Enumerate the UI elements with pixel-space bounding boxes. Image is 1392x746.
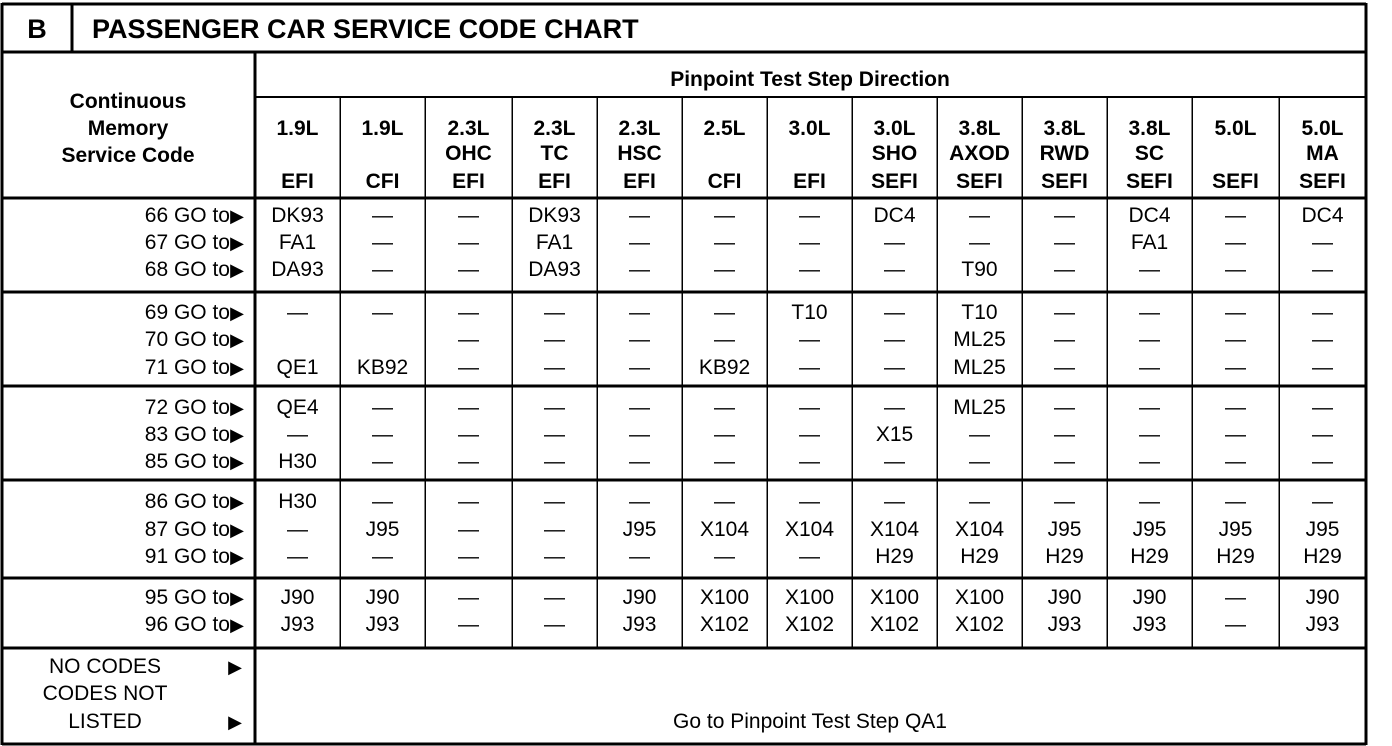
table-cell: — — [287, 545, 308, 568]
table-cell: — — [544, 423, 565, 446]
column-header-1-line-3: EFI — [281, 170, 314, 193]
table-cell: — — [714, 450, 735, 473]
column-header-9-line-2: AXOD — [949, 142, 1010, 165]
column-header-2-line-1: 1.9L — [361, 117, 404, 140]
table-cell: — — [884, 490, 905, 513]
service-code-label: 67 GO to — [144, 231, 230, 254]
table-cell: X100 — [699, 586, 750, 609]
table-cell: J93 — [1132, 613, 1167, 636]
table-cell: H29 — [960, 545, 999, 568]
footer-text: Go to Pinpoint Test Step QA1 — [673, 710, 947, 733]
table-cell: J93 — [1047, 613, 1082, 636]
arrow-icon: ▶ — [230, 547, 244, 567]
table-cell: — — [884, 396, 905, 419]
table-cell: — — [1312, 231, 1333, 254]
column-header-8-line-1: 3.0L — [873, 117, 916, 140]
table-cell: — — [1054, 231, 1075, 254]
table-cell: X104 — [699, 518, 750, 541]
column-header-5-line-3: EFI — [623, 170, 656, 193]
service-code-label: 91 GO to — [144, 545, 230, 568]
table-cell: — — [544, 328, 565, 351]
table-cell: — — [884, 231, 905, 254]
column-header-6-line-1: 2.5L — [703, 117, 746, 140]
table-cell: X104 — [869, 518, 920, 541]
table-cell: — — [1312, 396, 1333, 419]
table-cell: — — [458, 490, 479, 513]
table-body — [145, 204, 1344, 636]
column-header-2-line-3: CFI — [365, 170, 400, 193]
column-header-13-line-1: 5.0L — [1301, 117, 1344, 140]
table-cell: — — [372, 396, 393, 419]
table-cell: — — [544, 545, 565, 568]
table-cell: — — [1054, 490, 1075, 513]
table-cell: — — [969, 490, 990, 513]
table-cell: J95 — [1132, 518, 1167, 541]
table-cell: — — [458, 231, 479, 254]
row-header-line-3: Service Code — [61, 144, 195, 167]
listed-label: LISTED — [68, 710, 142, 733]
arrow-icon: ▶ — [230, 492, 244, 512]
table-cell: — — [287, 301, 308, 324]
table-cell: H29 — [1045, 545, 1084, 568]
table-cell: — — [799, 356, 820, 379]
column-header-7-line-3: EFI — [793, 170, 826, 193]
table-cell: — — [458, 423, 479, 446]
table-cell: — — [1225, 204, 1246, 227]
table-cell: — — [1054, 258, 1075, 281]
table-cell: — — [629, 328, 650, 351]
codes-not-label: CODES NOT — [42, 682, 168, 705]
arrow-icon: ▶ — [230, 206, 244, 226]
table-cell: — — [458, 545, 479, 568]
table-cell: — — [1312, 258, 1333, 281]
row-header-line-2: Memory — [87, 117, 169, 140]
table-cell: DA93 — [528, 258, 581, 281]
table-cell: QE1 — [276, 356, 319, 379]
table-cell: — — [714, 545, 735, 568]
table-cell: J95 — [365, 518, 400, 541]
service-code-label: 66 GO to — [144, 204, 230, 227]
table-cell: — — [458, 396, 479, 419]
column-header-8-line-3: SEFI — [871, 170, 918, 193]
column-header-11-line-3: SEFI — [1126, 170, 1173, 193]
table-cell: J93 — [280, 613, 315, 636]
table-cell: — — [629, 490, 650, 513]
table-cell: J93 — [365, 613, 400, 636]
table-cell: X100 — [954, 586, 1005, 609]
table-cell: FA1 — [1130, 231, 1169, 254]
table-cell: X100 — [869, 586, 920, 609]
table-cell: — — [969, 423, 990, 446]
column-header-11-line-1: 3.8L — [1128, 117, 1171, 140]
column-header-13-line-2: MA — [1306, 142, 1339, 165]
table-cell: — — [1225, 396, 1246, 419]
table-cell: — — [714, 328, 735, 351]
table-cell: — — [544, 301, 565, 324]
table-cell: — — [799, 450, 820, 473]
column-header-11-line-2: SC — [1134, 142, 1165, 165]
table-cell: T10 — [791, 301, 828, 324]
table-cell: — — [714, 231, 735, 254]
table-cell: — — [1312, 423, 1333, 446]
no-codes-label: NO CODES — [48, 655, 162, 678]
table-cell: — — [799, 490, 820, 513]
table-cell: J90 — [622, 586, 657, 609]
service-code-label: 96 GO to — [144, 613, 230, 636]
listed-arrow-icon: ▶ — [228, 712, 242, 732]
table-cell: — — [799, 423, 820, 446]
table-cell: — — [1054, 328, 1075, 351]
arrow-icon: ▶ — [230, 588, 244, 608]
table-cell: — — [629, 545, 650, 568]
table-cell: — — [629, 231, 650, 254]
table-cell: H29 — [1130, 545, 1169, 568]
column-header-13-line-3: SEFI — [1299, 170, 1346, 193]
table-cell: — — [1054, 396, 1075, 419]
table-cell: — — [1054, 450, 1075, 473]
column-header-10-line-2: RWD — [1039, 142, 1090, 165]
chart-title: PASSENGER CAR SERVICE CODE CHART — [92, 14, 639, 44]
table-cell: — — [884, 328, 905, 351]
table-cell: ML25 — [953, 356, 1006, 379]
column-headers — [276, 117, 1345, 193]
table-cell: J95 — [1305, 518, 1340, 541]
service-code-label: 68 GO to — [144, 258, 230, 281]
table-cell: J90 — [1305, 586, 1340, 609]
table-cell: — — [372, 231, 393, 254]
table-cell: J95 — [1218, 518, 1253, 541]
table-cell: T10 — [961, 301, 998, 324]
service-code-label: 87 GO to — [144, 518, 230, 541]
table-cell: — — [1054, 423, 1075, 446]
table-cell: J95 — [1047, 518, 1082, 541]
service-code-label: 83 GO to — [144, 423, 230, 446]
table-cell: J90 — [280, 586, 315, 609]
column-header-7-line-1: 3.0L — [788, 117, 831, 140]
table-cell: — — [372, 423, 393, 446]
no-codes-arrow-icon: ▶ — [228, 657, 242, 677]
table-cell: — — [458, 450, 479, 473]
arrow-icon: ▶ — [230, 233, 244, 253]
table-cell: — — [1312, 356, 1333, 379]
table-cell: DK93 — [528, 204, 581, 227]
table-cell: — — [799, 231, 820, 254]
table-cell: — — [1139, 450, 1160, 473]
table-cell: — — [629, 301, 650, 324]
table-cell: — — [544, 518, 565, 541]
table-cell: — — [1225, 328, 1246, 351]
table-cell: DC4 — [1301, 204, 1344, 227]
table-cell: — — [1139, 356, 1160, 379]
table-cell: — — [714, 490, 735, 513]
table-cell: — — [799, 545, 820, 568]
table-cell: DC4 — [873, 204, 916, 227]
table-cell: KB92 — [356, 356, 409, 379]
table-cell: J90 — [1047, 586, 1082, 609]
column-header-1-line-1: 1.9L — [276, 117, 319, 140]
column-header-6-line-3: CFI — [707, 170, 742, 193]
table-cell: — — [714, 204, 735, 227]
table-cell: J95 — [622, 518, 657, 541]
table-cell: QE4 — [276, 396, 319, 419]
table-cell: — — [372, 204, 393, 227]
table-cell: — — [544, 586, 565, 609]
column-header-10-line-3: SEFI — [1041, 170, 1088, 193]
table-cell: — — [799, 328, 820, 351]
table-cell: — — [799, 396, 820, 419]
table-cell: — — [372, 450, 393, 473]
table-cell: — — [458, 518, 479, 541]
table-cell: FA1 — [278, 231, 317, 254]
table-cell: — — [884, 258, 905, 281]
arrow-icon: ▶ — [230, 398, 244, 418]
table-cell: — — [969, 204, 990, 227]
table-cell: — — [1312, 490, 1333, 513]
table-cell: X100 — [784, 586, 835, 609]
table-cell: — — [714, 258, 735, 281]
table-cell: H29 — [1216, 545, 1255, 568]
table-cell: — — [884, 450, 905, 473]
table-cell: — — [372, 545, 393, 568]
arrow-icon: ▶ — [230, 615, 244, 635]
table-cell: — — [1312, 301, 1333, 324]
arrow-icon: ▶ — [230, 303, 244, 323]
table-cell: — — [458, 613, 479, 636]
table-cell: — — [544, 613, 565, 636]
arrow-icon: ▶ — [230, 452, 244, 472]
table-cell: — — [458, 258, 479, 281]
table-cell: X15 — [875, 423, 914, 446]
table-cell: — — [1225, 258, 1246, 281]
table-cell: H29 — [875, 545, 914, 568]
table-cell: — — [629, 423, 650, 446]
column-header-4-line-3: EFI — [538, 170, 571, 193]
column-header-10-line-1: 3.8L — [1043, 117, 1086, 140]
table-cell: — — [1054, 356, 1075, 379]
table-cell: — — [544, 490, 565, 513]
table-cell: — — [799, 258, 820, 281]
table-cell: — — [1225, 423, 1246, 446]
table-cell: — — [969, 231, 990, 254]
table-cell: — — [372, 258, 393, 281]
table-cell: — — [629, 450, 650, 473]
table-cell: — — [884, 356, 905, 379]
table-cell: — — [1054, 204, 1075, 227]
table-cell: — — [1225, 613, 1246, 636]
table-cell: — — [1225, 231, 1246, 254]
table-cell: FA1 — [535, 231, 574, 254]
table-cell: — — [1312, 328, 1333, 351]
table-cell: — — [1225, 301, 1246, 324]
column-header-8-line-2: SHO — [871, 142, 918, 165]
table-cell: J93 — [1305, 613, 1340, 636]
column-header-4-line-2: TC — [540, 142, 569, 165]
table-cell: H30 — [278, 490, 317, 513]
column-header-5-line-1: 2.3L — [618, 117, 661, 140]
table-cell: — — [629, 204, 650, 227]
table-cell: DK93 — [271, 204, 324, 227]
table-cell: X104 — [954, 518, 1005, 541]
table-cell: — — [372, 301, 393, 324]
table-cell: H30 — [278, 450, 317, 473]
column-header-9-line-3: SEFI — [956, 170, 1003, 193]
arrow-icon: ▶ — [230, 520, 244, 540]
table-cell: — — [1139, 396, 1160, 419]
table-cell: H29 — [1303, 545, 1342, 568]
table-cell: — — [372, 490, 393, 513]
service-code-label: 86 GO to — [144, 490, 230, 513]
table-cell: X102 — [784, 613, 835, 636]
table-cell: X102 — [869, 613, 920, 636]
arrow-icon: ▶ — [230, 358, 244, 378]
arrow-icon: ▶ — [230, 425, 244, 445]
table-cell: — — [458, 204, 479, 227]
table-cell: ML25 — [953, 328, 1006, 351]
table-cell: — — [458, 328, 479, 351]
table-cell: — — [714, 423, 735, 446]
table-cell: — — [1312, 450, 1333, 473]
column-header-5-line-2: HSC — [617, 142, 662, 165]
service-code-label: 95 GO to — [144, 586, 230, 609]
service-code-label: 69 GO to — [144, 301, 230, 324]
table-cell: X102 — [954, 613, 1005, 636]
table-cell: DA93 — [271, 258, 324, 281]
table-cell: — — [1225, 356, 1246, 379]
table-cell: — — [1225, 586, 1246, 609]
table-cell: — — [1054, 301, 1075, 324]
column-header-12-line-3: SEFI — [1212, 170, 1259, 193]
table-cell: — — [1225, 490, 1246, 513]
table-cell: — — [884, 301, 905, 324]
table-cell: J90 — [1132, 586, 1167, 609]
service-code-label: 70 GO to — [144, 328, 230, 351]
table-cell: — — [544, 396, 565, 419]
table-cell: — — [1139, 258, 1160, 281]
arrow-icon: ▶ — [230, 330, 244, 350]
table-cell: — — [1139, 301, 1160, 324]
table-cell: ML25 — [953, 396, 1006, 419]
table-cell: — — [458, 301, 479, 324]
table-cell: — — [287, 518, 308, 541]
column-header-3-line-1: 2.3L — [447, 117, 490, 140]
table-cell: J90 — [365, 586, 400, 609]
table-cell: — — [544, 356, 565, 379]
table-cell: J93 — [622, 613, 657, 636]
table-cell: — — [629, 258, 650, 281]
service-code-label: 72 GO to — [144, 396, 230, 419]
column-header-3-line-3: EFI — [452, 170, 485, 193]
table-cell: — — [287, 423, 308, 446]
table-cell: — — [1225, 450, 1246, 473]
table-cell: — — [629, 396, 650, 419]
table-cell: DC4 — [1128, 204, 1171, 227]
table-cell: — — [714, 301, 735, 324]
table-cell: — — [1139, 423, 1160, 446]
column-header-12-line-1: 5.0L — [1214, 117, 1257, 140]
service-code-label: 71 GO to — [144, 356, 230, 379]
table-cell: — — [1139, 490, 1160, 513]
section-letter: B — [27, 14, 47, 44]
group-header: Pinpoint Test Step Direction — [670, 68, 950, 91]
table-cell: KB92 — [698, 356, 751, 379]
table-cell: — — [714, 396, 735, 419]
table-cell: T90 — [961, 258, 998, 281]
table-cell: X104 — [784, 518, 835, 541]
table-cell: — — [799, 204, 820, 227]
column-header-3-line-2: OHC — [445, 142, 492, 165]
column-header-9-line-1: 3.8L — [958, 117, 1001, 140]
table-cell: X102 — [699, 613, 750, 636]
table-cell: — — [969, 450, 990, 473]
table-cell: — — [544, 450, 565, 473]
table-cell: — — [458, 356, 479, 379]
row-header-line-1: Continuous — [69, 90, 187, 113]
table-cell: — — [458, 586, 479, 609]
arrow-icon: ▶ — [230, 260, 244, 280]
table-cell: — — [1139, 328, 1160, 351]
table-cell: — — [629, 356, 650, 379]
column-header-4-line-1: 2.3L — [533, 117, 576, 140]
service-code-label: 85 GO to — [144, 450, 230, 473]
